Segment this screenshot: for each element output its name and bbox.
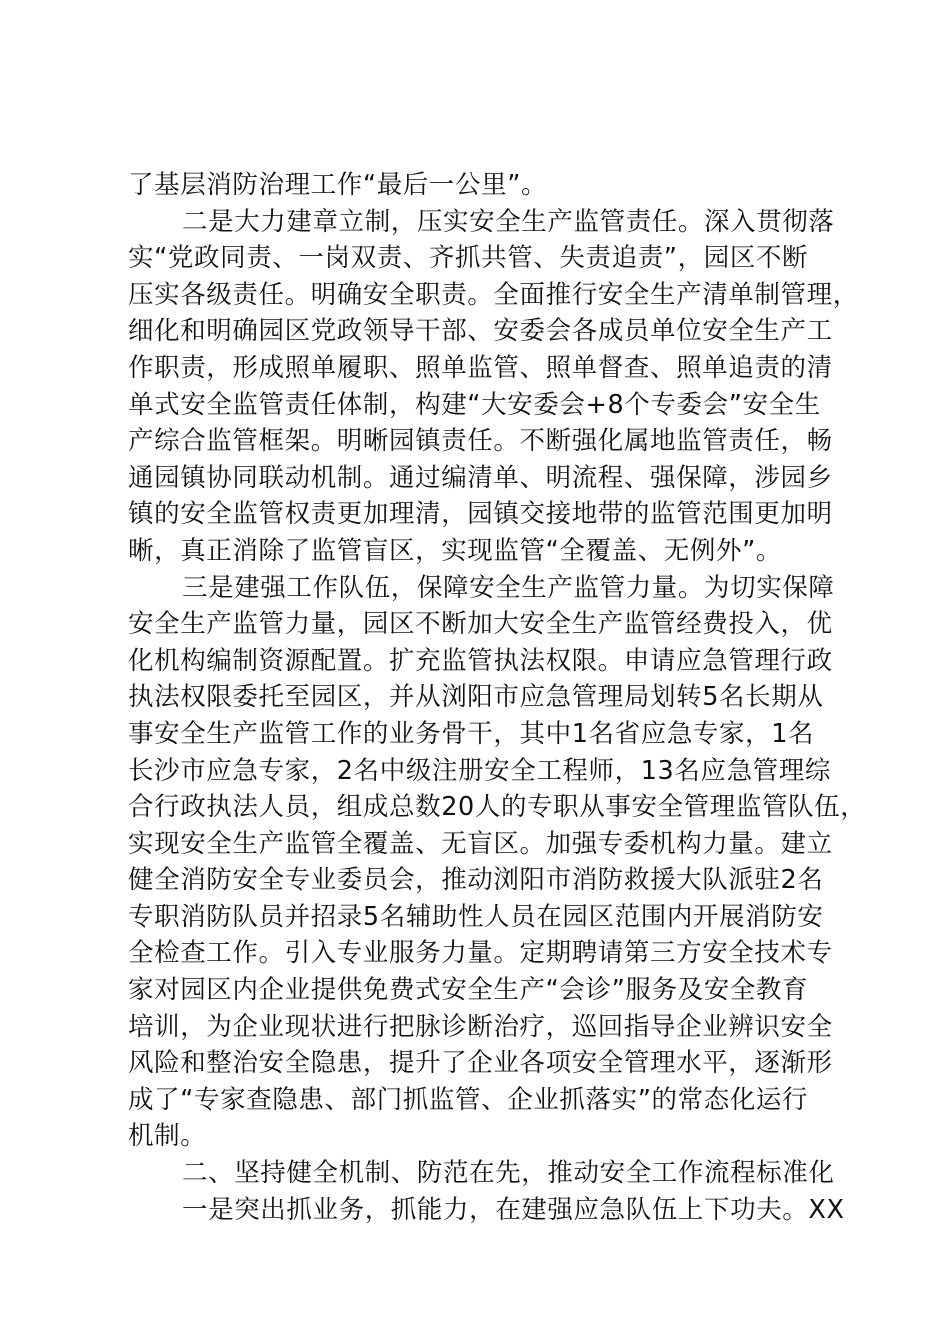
text-line: 晰，真正消除了监管盲区，实现监管“全覆盖、无例外”。 (128, 535, 783, 566)
text-line: 风险和整治安全隐患，提升了企业各项安全管理水平，逐渐形 (128, 1048, 833, 1079)
text-line: 全检查工作。引入专业服务力量。定期聘请第三方安全技术专 (128, 938, 833, 969)
text-line: 压实各级责任。明确安全职责。全面推行安全生产清单制管理， (128, 279, 859, 310)
text-line: 单式安全监管责任体制，构建“大安委会+8个专委会”安全生 (128, 389, 821, 420)
text-line: 镇的安全监管权责更加理清，园镇交接地带的监管范围更加明 (128, 499, 833, 530)
text-line: 化机构编制资源配置。扩充监管执法权限。申请应急管理行政 (128, 645, 833, 676)
section-heading: 二、坚持健全机制、防范在先，推动安全工作流程标准化 (182, 1158, 835, 1189)
text-line: 培训，为企业现状进行把脉诊断治疗，巡回指导企业辨识安全 (128, 1011, 833, 1042)
text-line: 执法权限委托至园区，并从浏阳市应急管理局划转5名长期从 (128, 682, 824, 713)
text-line: 了基层消防治理工作“最后一公里”。 (128, 170, 548, 200)
text-line: 通园镇协同联动机制。通过编清单、明流程、强保障，涉园乡 (128, 462, 833, 493)
text-line: 安全生产监管力量，园区不断加大安全生产监管经费投入，优 (128, 609, 833, 640)
document-page (128, 167, 867, 1228)
text-line: 长沙市应急专家，2名中级注册安全工程师，13名应急管理综 (128, 755, 831, 786)
text-line: 机制。 (128, 1121, 207, 1152)
text-line: 作职责，形成照单履职、照单监管、照单督查、照单追责的清 (128, 352, 833, 383)
paragraph-start-line: 三是建强工作队伍，保障安全生产监管力量。为切实保障 (182, 572, 835, 603)
text-line: 合行政执法人员，组成总数20人的专职从事安全管理监管队伍， (128, 792, 867, 823)
paragraph-start-line: 二是大力建章立制，压实安全生产监管责任。深入贯彻落 (182, 206, 835, 237)
text-line: 事安全生产监管工作的业务骨干，其中1名省应急专家，1名 (128, 718, 815, 749)
text-line: 实现安全生产监管全覆盖、无盲区。加强专委机构力量。建立 (128, 828, 833, 859)
text-line: 细化和明确园区党政领导干部、安委会各成员单位安全生产工 (128, 316, 833, 347)
text-line: 实“党政同责、一岗双责、齐抓共管、失责追责”，园区不断 (128, 243, 809, 274)
text-line: 健全消防安全专业委员会，推动浏阳市消防救援大队派驻2名 (128, 865, 824, 896)
text-line: 家对园区内企业提供免费式安全生产“会诊”服务及安全教育 (128, 975, 809, 1006)
text-line: 产综合监管框架。明晰园镇责任。不断强化属地监管责任，畅 (128, 426, 833, 457)
text-line: 成了“专家查隐患、部门抓监管、企业抓落实”的常态化运行 (128, 1084, 809, 1115)
text-line: 专职消防队员并招录5名辅助性人员在园区范围内开展消防安 (128, 901, 824, 932)
paragraph-start-line: 一是突出抓业务，抓能力，在建强应急队伍上下功夫。XX (182, 1194, 845, 1225)
